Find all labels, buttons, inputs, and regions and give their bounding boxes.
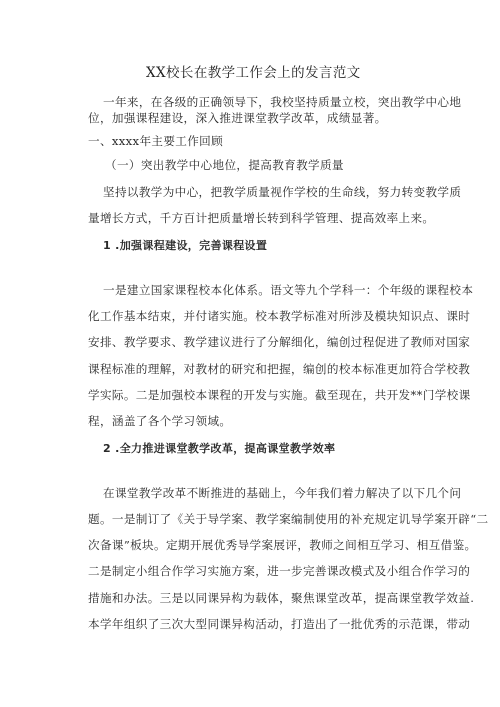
para2-line-6: 程，涵盖了各个学习领域。 — [88, 414, 232, 428]
para2-line-4: 课程标准的理解，对教材的研究和把握，编创的校本标准更加符合学校教 — [88, 362, 471, 376]
para1-line-1: 坚持以教学为中心，把教学质量视作学校的生命线，努力转变教学质 — [103, 185, 462, 199]
para1-line-2: 量增长方式，千方百计把质量增长转到科学管理、提高效率上来。 — [88, 211, 435, 225]
para2-line-2: 化工作基本结束，并付诸实施。校本教学标准对所涉及模块知识点、课时 — [88, 309, 471, 323]
para3-line-5: 措施和办法。三是以同课异构为载体，聚焦课堂改革，提高课堂教学效益. — [88, 591, 475, 605]
item2-heading: 2 .全力推进课堂教学改革，提高课堂教学效率 — [103, 442, 336, 455]
para3-line-1: 在课堂教学改革不断推进的基础上，今年我们着力解决了以下几个问 — [103, 486, 462, 500]
item1-heading: 1 .加强课程建设，完善课程设置 — [103, 239, 268, 252]
para3-line-6: 本学年组织了三次大型同课异构活动，打造出了一批优秀的示范课，带动 — [88, 617, 471, 631]
section1-heading: 一、xxxx年主要工作回顾 — [88, 134, 224, 148]
para2-line-3: 安排、教学要求、教学建议进行了分解细化，编创过程促进了教师对国家 — [88, 335, 471, 349]
sub1-heading: （一）突出教学中心地位，提高教育教学质量 — [105, 158, 344, 172]
para2-line-1: 一是建立国家课程校本化体系。语文等九个学科一：个年级的课程校本 — [103, 283, 474, 297]
para2-line-5: 学实际。二是加强校本课程的开发与实施。截至现在，共开发**门学校课 — [88, 388, 471, 402]
para3-line-4: 二是制定小组合作学习实施方案，进一步完善课改模式及小组合作学习的 — [88, 564, 471, 578]
intro-line-1: 一年来，在各级的正确领导下，我校坚持质量立校，突出教学中心地 — [103, 95, 462, 109]
document-title: XX校长在教学工作会上的发言范文 — [146, 65, 361, 81]
intro-line-2: 位，加强课程建设，深入推进课堂教学改革，成绩显著。 — [88, 111, 387, 125]
para3-line-2: 题。一是制订了《关于导学案、教学案编制使用的补充规定讥导学案开辟“二 — [88, 512, 489, 526]
para3-line-3: 次备课”板块。定期开展优秀导学案展评，教师之间相互学习、相互借鉴。 — [88, 538, 477, 552]
